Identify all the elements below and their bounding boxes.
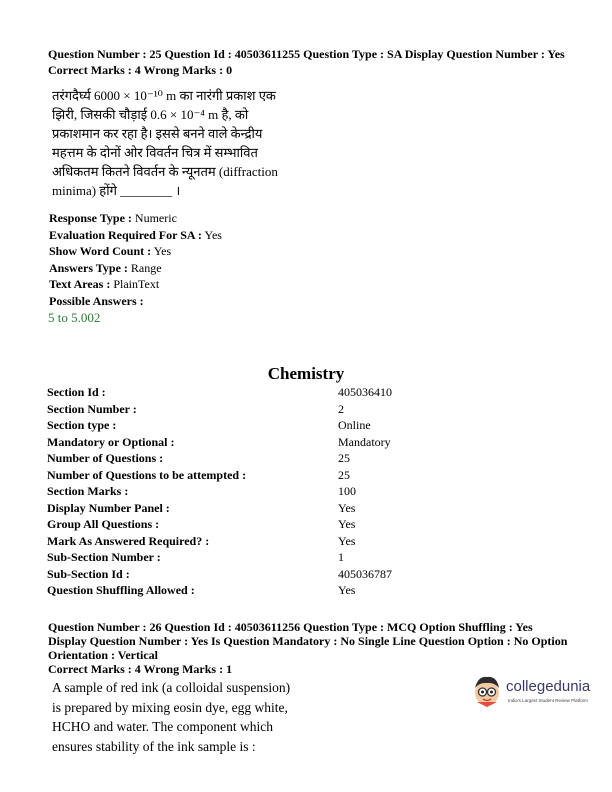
q26-header-line: Display Question Number : Yes Is Question Mandatory : No Single Line Question Option : No Option xyxy=(48,634,568,648)
meta-value: PlainText xyxy=(113,277,160,291)
meta-key: Show Word Count : xyxy=(49,244,152,258)
q26-text-line: ensures stability of the ink sample is : xyxy=(52,738,256,754)
q26-header-line: Question Number : 26 Question Id : 40503611256 Question Type : MCQ Option Shuffling : Yes xyxy=(48,620,533,634)
brand-tagline: India's Largest Student Review Platform xyxy=(508,698,588,703)
q25-meta-row xyxy=(49,260,222,277)
section-row xyxy=(47,501,547,518)
q25-header-line2: Correct Marks : 4 Wrong Marks : 0 xyxy=(48,63,233,77)
section-value: Mandatory xyxy=(338,434,391,449)
q25-meta xyxy=(49,210,222,309)
section-value: Yes xyxy=(338,500,356,515)
section-key: Sub-Section Id : xyxy=(47,566,130,581)
q25-meta-row xyxy=(49,210,222,227)
section-details xyxy=(47,385,547,600)
meta-value: Range xyxy=(130,260,162,275)
meta-value: Yes xyxy=(153,244,172,258)
section-value: Yes xyxy=(338,583,356,597)
section-row xyxy=(47,468,547,485)
section-value: 25 xyxy=(338,467,350,482)
q25-meta-row xyxy=(49,243,222,260)
section-row xyxy=(47,435,547,452)
q25-meta-row xyxy=(49,293,222,310)
q26-text-line: is prepared by mixing eosin dye, egg white, xyxy=(52,699,288,715)
section-value: Yes xyxy=(338,517,356,531)
q25-question-text xyxy=(52,86,302,200)
section-value: 25 xyxy=(338,451,350,465)
q26-text-line: A sample of red ink (a colloidal suspension) xyxy=(52,680,291,695)
q25-meta-row xyxy=(49,276,222,293)
section-value: 405036410 xyxy=(338,385,392,399)
section-row xyxy=(47,451,547,468)
mascot-icon xyxy=(470,674,504,708)
section-key: Section Number : xyxy=(47,401,137,416)
section-key: Sub-Section Number : xyxy=(47,550,161,564)
q25-text-line: तरंगदैर्घ्य 6000 × 10⁻¹⁰ m का नारंगी प्रकाश एक xyxy=(52,88,276,103)
meta-value: Numeric xyxy=(134,211,177,225)
possible-answer: 5 to 5.002 xyxy=(48,310,101,325)
section-row xyxy=(47,583,547,600)
section-row xyxy=(47,550,547,567)
q25-text-line: अधिकतम कितने विवर्तन के न्यूनतम (diffraction xyxy=(52,164,278,179)
section-key: Group All Questions : xyxy=(47,517,160,531)
section-row xyxy=(47,402,547,419)
section-value: 1 xyxy=(338,550,344,564)
section-key: Mark As Answered Required? : xyxy=(47,533,210,548)
meta-value: Yes xyxy=(204,227,222,242)
q25-text-line: प्रकाशमान कर रहा है। इससे बनने वाले केन्द्रीय xyxy=(52,126,263,141)
collegedunia-logo xyxy=(470,672,600,712)
section-title: Chemistry xyxy=(267,364,345,383)
section-value: 100 xyxy=(338,484,356,498)
section-value: Online xyxy=(338,418,371,432)
brand-name: collegedunia xyxy=(506,678,591,695)
q25-text-line: महत्तम के दोनों ओर विवर्तन चित्र में सम्भावित xyxy=(52,145,258,160)
section-row xyxy=(47,567,547,584)
section-key: Number of Questions : xyxy=(47,451,164,465)
section-row xyxy=(47,385,547,402)
section-value: Yes xyxy=(338,533,356,548)
q26-text-line: HCHO and water. The component which xyxy=(52,719,273,734)
meta-key: Evaluation Required For SA : xyxy=(49,227,202,242)
q25-text-line: minima) होंगे ________ । xyxy=(52,183,181,198)
section-key: Mandatory or Optional : xyxy=(47,434,175,449)
q26-question-text xyxy=(52,678,302,756)
q26-header-line: Orientation : Vertical xyxy=(48,648,158,662)
section-row xyxy=(47,484,547,501)
section-key: Section Marks : xyxy=(47,484,129,498)
section-row xyxy=(47,517,547,534)
section-value: 405036787 xyxy=(338,566,392,581)
q26-header xyxy=(48,620,588,676)
section-key: Section Id : xyxy=(47,385,106,399)
q26-header-line: Correct Marks : 4 Wrong Marks : 1 xyxy=(48,662,233,676)
section-key: Number of Questions to be attempted : xyxy=(47,467,247,482)
section-key: Question Shuffling Allowed : xyxy=(47,583,195,597)
q25-header-line1: Question Number : 25 Question Id : 40503611255 Question Type : SA Display Question Number : Yes xyxy=(48,47,565,61)
q25-text-line: झिरी, जिसकी चौड़ाई 0.6 × 10⁻⁴ m है, को xyxy=(52,107,249,122)
section-key: Display Number Panel : xyxy=(47,500,170,515)
meta-key: Response Type : xyxy=(49,211,132,225)
section-value: 2 xyxy=(338,401,344,416)
meta-key: Possible Answers : xyxy=(49,293,144,308)
section-key: Section type : xyxy=(47,418,117,432)
q25-header xyxy=(48,46,565,78)
meta-key: Answers Type : xyxy=(49,260,128,275)
q25-meta-row xyxy=(49,227,222,244)
section-row xyxy=(47,534,547,551)
meta-key: Text Areas : xyxy=(49,277,111,291)
section-row xyxy=(47,418,547,435)
